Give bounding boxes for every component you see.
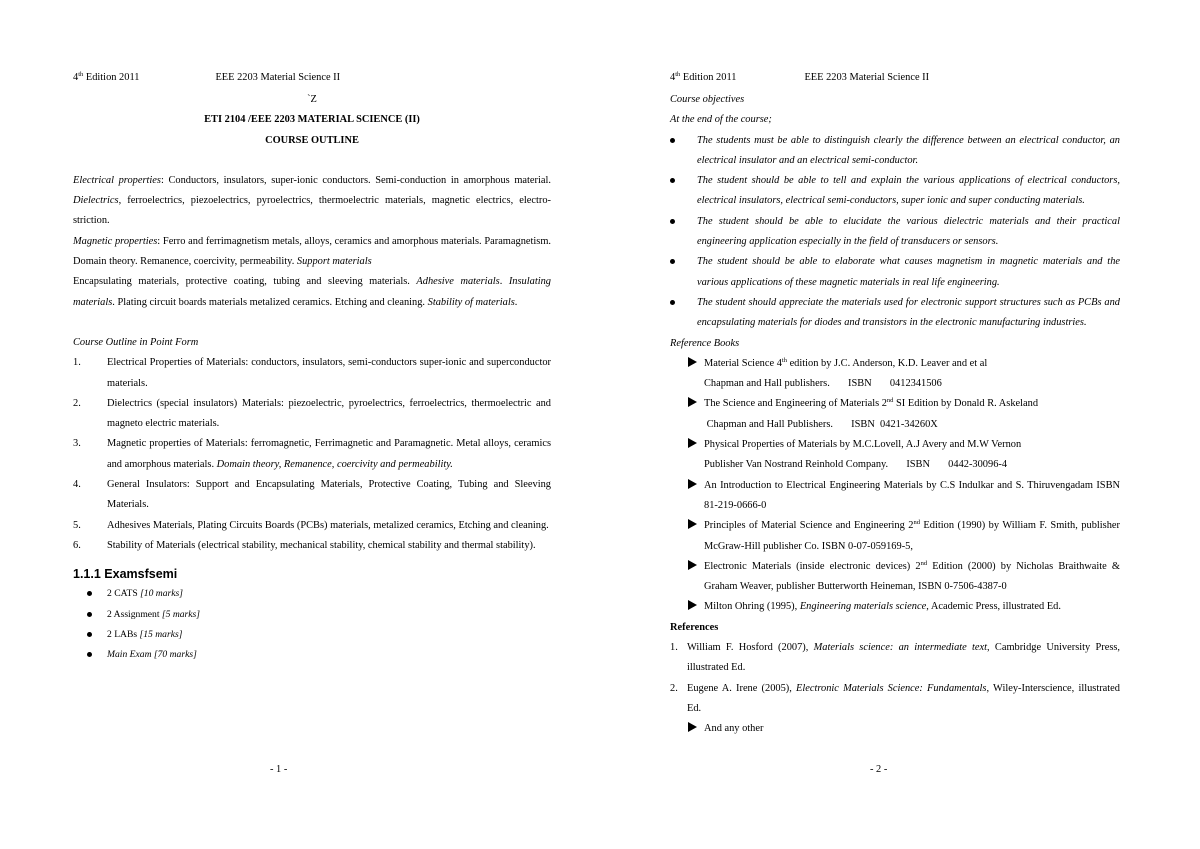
stray-mark: `Z — [307, 94, 317, 105]
exam-item — [87, 605, 551, 625]
reference-item — [670, 638, 1120, 679]
reference-books-list — [670, 354, 1120, 618]
reference-number: 1. — [670, 642, 678, 654]
outline-number: 4. — [73, 479, 81, 491]
outline-item — [73, 353, 551, 394]
reference-text: William F. Hosford (2007), Materials science: an intermediate text, Cambridge University Press, illustrated Ed. — [687, 642, 1121, 674]
italic-text: Insulating materials — [73, 276, 551, 308]
bullet-wrap — [87, 584, 107, 604]
outline-item — [73, 394, 551, 435]
bullet-wrap — [670, 212, 697, 253]
objective-item — [670, 171, 1120, 212]
reference-book-text: Principles of Material Science and Engineering 2nd Edition (1990) by William F. Smith, publisher McGraw-Hill publisher Co. ISBN 0-07-059169-5, — [704, 519, 1120, 552]
course-code-header: EEE 2203 Material Science II — [215, 72, 341, 83]
bullet-icon — [87, 612, 92, 617]
arrow-bullet-icon — [688, 722, 697, 732]
page-number-2: - 2 - — [870, 764, 888, 775]
edition-label: 4th Edition 2011 — [73, 71, 140, 83]
outline-text: Adhesives Materials, Plating Circuits Boards (PCBs) materials, metalized ceramics, Etching and cleaning. — [107, 519, 549, 531]
reference-book-text: Electronic Materials (inside electronic devices) 2nd Edition (2000) by Nicholas Braithwaite & Graham Weaver, publisher Butterworth Heineman, ISBN 0-7506-4387-0 — [704, 559, 1120, 593]
exams-heading: 1.1.1 Examsfsemi — [73, 567, 178, 582]
bullet-icon — [670, 178, 675, 183]
objective-item — [670, 293, 1120, 334]
objective-text: The student should appreciate the materials used for electronic support structures such as PCBs and encapsulating materials for diodes and transistors in the electronic manufacturing industries. — [697, 296, 1120, 329]
arrow-bullet-icon — [688, 519, 697, 529]
description-electrical: Electrical properties: Conductors, insulators, super-ionic conductors. Semi-conduction in amorphous material. Dielectrics, ferroelectrics, piezoelectrics, pyroelectrics, thermoelectric materials, magnetic electrics, electro-striction. — [73, 174, 551, 227]
outline-number: 3. — [73, 438, 81, 450]
bullet-wrap — [670, 131, 697, 172]
reference-book-text: The Science and Engineering of Materials 2nd SI Edition by Donald R. Askeland Chapman and Hall Publishers. ISBN 0421-34260X — [704, 397, 1039, 430]
reference-text: Eugene A. Irene (2005), Electronic Materials Science: Fundamentals, Wiley-Interscience, illustrated Ed. — [687, 682, 1120, 714]
edition-label: 4th Edition 2011 — [670, 71, 737, 83]
reference-book — [688, 597, 1120, 617]
arrow-bullet-icon — [688, 560, 697, 570]
objectives-list — [670, 131, 1120, 334]
outline-text: Dielectrics (special insulators) Materials: piezoelectric, pyroelectrics, ferroelectrics, thermoelectric and magneto electric materials. — [107, 397, 551, 430]
exam-marks: [5 marks] — [161, 608, 201, 620]
outline-list — [73, 353, 551, 556]
objective-item — [670, 252, 1120, 293]
outline-number: 2. — [73, 397, 81, 409]
exam-text — [107, 645, 197, 665]
course-code-header: EEE 2203 Material Science II — [804, 72, 930, 83]
bullet-icon — [670, 300, 675, 305]
outline-item — [73, 434, 551, 475]
exam-item — [87, 625, 551, 645]
page-number-1: - 1 - — [270, 764, 288, 775]
exam-marks: [15 marks] — [139, 628, 183, 640]
reference-item — [670, 679, 1120, 720]
list-item-text: And any other — [704, 723, 764, 735]
exam-text: 2 LABs [15 marks] — [107, 628, 183, 640]
reference-book-publisher: Chapman and Hall Publishers. ISBN 0421-34260X — [704, 418, 938, 430]
outline-text: Stability of Materials (electrical stability, mechanical stability, chemical stability and thermal stability). — [107, 539, 536, 551]
page-1 — [73, 68, 551, 665]
bullet-wrap — [688, 597, 704, 617]
reference-book — [688, 435, 1120, 476]
italic-text: Electrical properties — [73, 174, 161, 186]
italic-text: Materials science: an intermediate text — [813, 642, 988, 654]
bullet-icon — [87, 652, 92, 657]
reference-book-text: Material Science 4th edition by J.C. Anderson, K.D. Leaver and et al Chapman and Hall publishers. ISBN 0412341506 — [704, 356, 988, 390]
outline-text: Magnetic properties of Materials: ferromagnetic, Ferrimagnetic and Paramagnetic. Metal alloys, ceramics and amorphous materials. Domain theory, Remanence, coercivity and permeability. — [107, 438, 551, 470]
superscript: nd — [920, 559, 928, 567]
exam-marks: Main Exam [70 marks] — [107, 649, 197, 661]
bullet-wrap — [688, 476, 704, 517]
bullet-wrap — [87, 645, 107, 665]
bullet-wrap — [688, 354, 704, 395]
bullet-wrap — [688, 394, 704, 435]
trailing-list — [670, 719, 1120, 739]
exam-text: 2 Assignment [5 marks] — [107, 608, 201, 620]
outline-heading: Course Outline in Point Form — [73, 336, 199, 348]
reference-book-text: Milton Ohring (1995), Engineering materials science, Academic Press, illustrated Ed. — [704, 601, 1061, 613]
arrow-bullet-icon — [688, 357, 697, 367]
superscript: nd — [886, 397, 894, 405]
reference-book — [688, 516, 1120, 557]
italic-text: Stability of materials — [427, 296, 515, 308]
reference-book — [688, 476, 1120, 517]
bullet-wrap — [670, 171, 697, 212]
exam-marks: [10 marks] — [140, 588, 183, 600]
outline-text: Electrical Properties of Materials: conductors, insulators, semi-conductors super-ionic and superconductor materials. — [107, 357, 551, 389]
objective-text: The student should be able to elucidate the various dielectric materials and their practical engineering application especially in the field of transducers or sensors. — [697, 215, 1120, 248]
bullet-wrap — [688, 516, 704, 557]
arrow-bullet-icon — [688, 600, 697, 610]
objective-item — [670, 131, 1120, 172]
outline-text: General Insulators: Support and Encapsulating Materials, Protective Coating, Tubing and Sleeving Materials. — [107, 479, 551, 511]
objective-text: The student should be able to elaborate what causes magnetism in magnetic materials and the various applications of these magnetic materials in real life engineering. — [697, 256, 1120, 288]
bullet-wrap — [688, 435, 704, 476]
objective-text: The students must be able to distinguish clearly the difference between an electrical conductor, an electrical insulator and an electrical semi-conductor. — [697, 134, 1120, 166]
bullet-wrap — [87, 605, 107, 625]
exam-item — [87, 584, 551, 604]
reference-book — [688, 557, 1120, 598]
italic-text: Dielectrics — [73, 195, 119, 207]
exam-text: 2 CATS [10 marks] — [107, 588, 183, 600]
outline-number: 1. — [73, 357, 81, 369]
bullet-icon — [670, 259, 675, 264]
bullet-wrap — [670, 252, 697, 293]
reference-book-text: Physical Properties of Materials by M.C.Lovell, A.J Avery and M.W Vernon Publisher Van Nostrand Reinhold Company. ISBN 0442-30096-4 — [704, 439, 1022, 471]
bullet-wrap — [688, 557, 704, 598]
references-heading: References — [670, 621, 719, 633]
bullet-icon — [87, 591, 92, 596]
outline-number: 6. — [73, 539, 81, 551]
objective-item — [670, 212, 1120, 253]
reference-book — [688, 354, 1120, 395]
list-item — [688, 719, 1120, 739]
bullet-icon — [87, 632, 92, 637]
superscript: th — [781, 356, 787, 364]
page-header — [670, 68, 1120, 90]
page-header — [73, 68, 551, 90]
reference-book-publisher: Publisher Van Nostrand Reinhold Company. ISBN 0442-30096-4 — [704, 459, 1008, 471]
outline-item — [73, 475, 551, 516]
bullet-icon — [670, 219, 675, 224]
document-subtitle: COURSE OUTLINE — [265, 134, 359, 146]
page-2 — [670, 68, 1120, 740]
bullet-icon — [670, 138, 675, 143]
bullet-wrap — [670, 293, 697, 334]
outline-item — [73, 536, 551, 556]
references-list — [670, 638, 1120, 719]
italic-text: Domain theory, Remanence, coercivity and permeability. — [216, 458, 453, 470]
arrow-bullet-icon — [688, 397, 697, 407]
reference-book-publisher: Chapman and Hall publishers. ISBN 0412341506 — [704, 378, 942, 390]
reference-book — [688, 394, 1120, 435]
reference-book-text: An Introduction to Electrical Engineering Materials by C.S Indulkar and S. Thiruvengadam ISBN 81-219-0666-0 — [704, 479, 1120, 511]
outline-item — [73, 516, 551, 536]
outline-number: 5. — [73, 519, 81, 531]
italic-text: Adhesive materials — [416, 276, 500, 288]
bullet-wrap — [87, 625, 107, 645]
exam-item — [87, 645, 551, 665]
objective-text: The student should be able to tell and explain the various applications of electrical conductors, electrical insulators, electrical semi-conductors, super ionic and super conducting materials. — [697, 175, 1120, 207]
reference-number: 2. — [670, 682, 678, 694]
italic-text: Support materials — [296, 256, 372, 268]
italic-text: Magnetic properties — [73, 235, 158, 247]
objectives-heading: Course objectives — [670, 94, 745, 105]
italic-text: Electronic Materials Science: Fundamentals — [796, 682, 987, 694]
exam-list — [73, 584, 551, 665]
arrow-bullet-icon — [688, 479, 697, 489]
description-magnetic: Magnetic properties: Ferro and ferrimagnetism metals, alloys, ceramics and amorphous materials. Paramagnetism. Domain theory. Remanence, coercivity, permeability. Support materials — [73, 235, 551, 268]
italic-text: Engineering materials science — [799, 601, 927, 613]
reference-books-heading: Reference Books — [670, 337, 740, 349]
objectives-intro: At the end of the course; — [670, 114, 772, 126]
description-support: Encapsulating materials, protective coating, tubing and sleeving materials. Adhesive materials. Insulating materials. Plating circuit boards materials metalized ceramics. Etching and cleaning. Stability of materials. — [73, 276, 551, 308]
document-title: ETI 2104 /EEE 2203 MATERIAL SCIENCE (II) — [204, 114, 420, 126]
superscript: nd — [913, 519, 920, 527]
arrow-bullet-icon — [688, 438, 697, 448]
